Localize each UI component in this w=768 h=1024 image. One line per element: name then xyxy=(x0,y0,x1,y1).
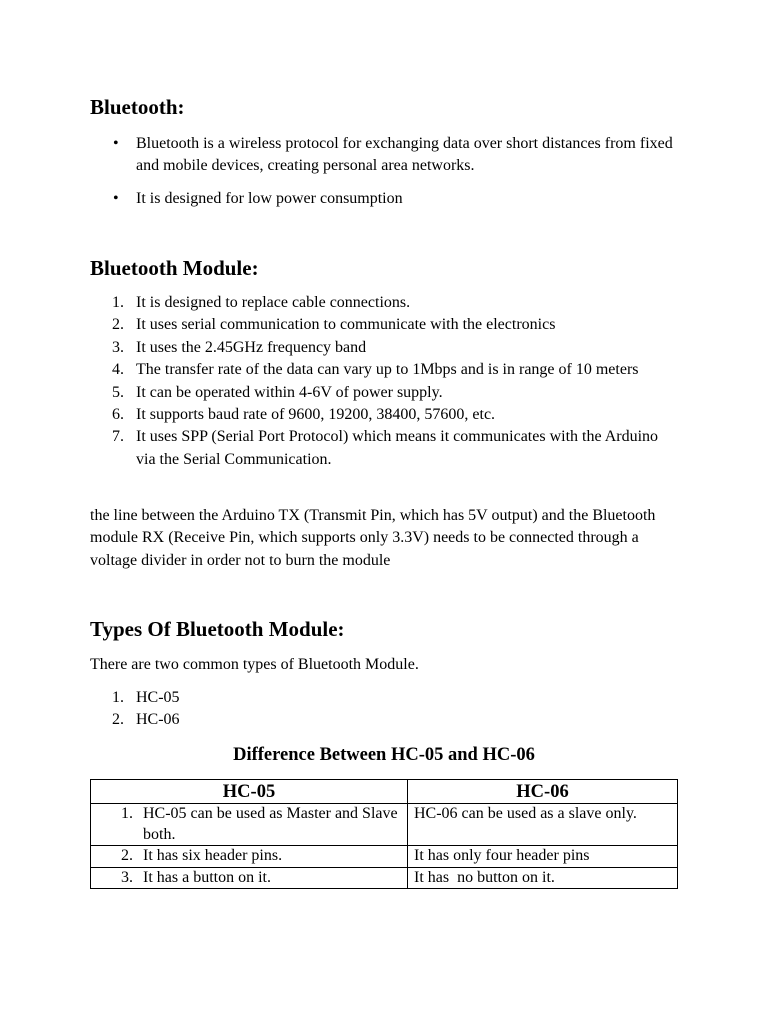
heading-types-of-bluetooth-module: Types Of Bluetooth Module: xyxy=(90,617,345,641)
table-cell-hc06: It has only four header pins xyxy=(408,846,678,868)
column-header-hc06: HC-06 xyxy=(408,780,678,804)
table-cell-hc06: HC-06 can be used as a slave only. xyxy=(408,804,678,846)
types-numbered-list xyxy=(90,687,680,732)
bullet-icon: • xyxy=(113,189,119,207)
list-item xyxy=(90,133,680,178)
heading-bluetooth: Bluetooth: xyxy=(90,95,185,119)
table-cell-hc05 xyxy=(91,846,408,868)
list-number: 6. xyxy=(112,406,124,424)
voltage-divider-paragraph: the line between the Arduino TX (Transmit Pin, which has 5V output) and the Bluetooth module RX (Receive Pin, which supports only 3.3V) needs to be connected through a voltage divider in order not to burn the module xyxy=(90,507,656,569)
list-number: 1. xyxy=(112,689,124,706)
list-item xyxy=(90,337,680,359)
list-item xyxy=(90,359,680,381)
list-number: 5. xyxy=(112,383,124,401)
table-row xyxy=(91,867,678,889)
list-item xyxy=(90,426,680,471)
list-item xyxy=(90,314,680,336)
table-header-row xyxy=(91,780,678,804)
list-item-text: It is designed to replace cable connections. xyxy=(136,294,411,311)
list-number: 1. xyxy=(112,294,124,311)
cell-text: It has six header pins. xyxy=(143,847,283,864)
list-item xyxy=(90,687,680,709)
list-number: 2. xyxy=(112,711,124,729)
list-item-text: HC-06 xyxy=(136,711,180,729)
column-header-hc05: HC-05 xyxy=(91,780,408,804)
table-row xyxy=(91,846,678,868)
row-number: 3. xyxy=(121,868,133,886)
table-title: Difference Between HC-05 and HC-06 xyxy=(233,745,535,765)
list-item-text: It uses serial communication to communicate with the electronics xyxy=(136,316,556,334)
cell-text: HC-05 can be used as Master and Slave both. xyxy=(143,805,398,843)
cell-text: It has a button on it. xyxy=(143,868,271,886)
list-number: 2. xyxy=(112,316,124,334)
list-item xyxy=(90,404,680,426)
list-item-text: It uses the 2.45GHz frequency band xyxy=(136,338,367,356)
list-item-text: It can be operated within 4-6V of power supply. xyxy=(136,383,443,401)
list-item xyxy=(90,188,680,210)
table-cell-hc05 xyxy=(91,804,408,846)
list-item-text: HC-05 xyxy=(136,689,180,706)
table-cell-hc05 xyxy=(91,867,408,889)
list-item-text: It uses SPP (Serial Port Protocol) which means it communicates with the Arduino via the Serial Communication. xyxy=(136,428,659,468)
bullet-icon: • xyxy=(113,135,119,152)
list-item-text: It supports baud rate of 9600, 19200, 38400, 57600, etc. xyxy=(136,406,496,424)
list-item xyxy=(90,382,680,404)
bullet-text: It is designed for low power consumption xyxy=(136,189,403,207)
list-item xyxy=(90,292,680,314)
list-number: 3. xyxy=(112,338,124,356)
row-number: 1. xyxy=(121,805,133,822)
module-numbered-list xyxy=(90,292,680,471)
bluetooth-bullet-list xyxy=(90,133,680,210)
types-intro: There are two common types of Bluetooth Module. xyxy=(90,656,419,673)
row-number: 2. xyxy=(121,847,133,864)
table-cell-hc06: It has no button on it. xyxy=(408,867,678,889)
list-item-text: The transfer rate of the data can vary up to 1Mbps and is in range of 10 meters xyxy=(136,361,639,379)
bullet-text: Bluetooth is a wireless protocol for exchanging data over short distances from fixed and mobile devices, creating personal area networks. xyxy=(136,135,673,175)
list-number: 4. xyxy=(112,361,124,379)
comparison-table xyxy=(90,779,678,889)
list-number: 7. xyxy=(112,428,124,446)
list-item xyxy=(90,709,680,731)
heading-bluetooth-module: Bluetooth Module: xyxy=(90,256,259,280)
table-row xyxy=(91,804,678,846)
